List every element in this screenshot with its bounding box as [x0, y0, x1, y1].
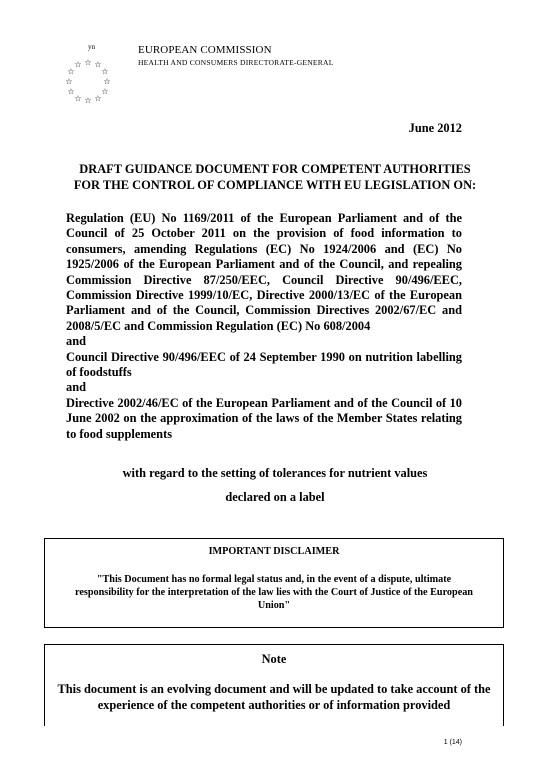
svg-text:☆: ☆ — [74, 60, 82, 69]
logo-mark: yn — [88, 43, 95, 51]
note-box — [44, 644, 504, 726]
document-title: DRAFT GUIDANCE DOCUMENT FOR COMPETENT AUTHORITIES FOR THE CONTROL OF COMPLIANCE WITH EU LEGISLATION ON: — [73, 162, 477, 192]
directive-90-496: Council Directive 90/496/EEC of 24 September 1990 on nutrition labelling of foodstuffs — [66, 349, 462, 380]
organisation-name: EUROPEAN COMMISSION — [138, 44, 272, 56]
regulation-1169-2011: Regulation (EU) No 1169/2011 of the European Parliament and of the Council of 25 October 2011 on the provision of food information to consumers, amending Regulations (EC) No 1924/2006 and (EC) No 1925/2006 of the European Parliament and of the Council, and repealing Commission Directive 87/250/EEC, Council Directive 90/496/EEC, Commission Directive 1999/10/EC, Directive 2000/13/EC of the European Parliament and of the Council, Commission Directives 2002/67/EC and 2008/5/EC and Commission Regulation (EC) No 608/2004 — [66, 211, 462, 333]
note-text: This document is an evolving document and will be updated to take account of the experience of the competent authorities or of information provided — [57, 682, 491, 712]
svg-text:☆: ☆ — [67, 67, 75, 76]
subject-line: with regard to the setting of tolerances for nutrient values — [122, 466, 428, 480]
svg-text:☆: ☆ — [84, 96, 92, 105]
and-separator: and — [66, 334, 86, 349]
disclaimer-text: "This Document has no formal legal status and, in the event of a dispute, ultimate responsibility for the interpretation of the law lies with the Court of Justice of the European Union" — [75, 574, 473, 611]
subject-line: declared on a label — [225, 490, 325, 504]
svg-text:☆: ☆ — [101, 87, 109, 96]
svg-text:☆: ☆ — [103, 77, 111, 86]
document-date: June 2012 — [408, 121, 462, 135]
note-title: Note — [261, 652, 287, 666]
directive-2002-46: Directive 2002/46/EC of the European Parliament and of the Council of 10 June 2002 on the approximation of the laws of the Member States relating to food supplements — [66, 395, 462, 441]
disclaimer-title: IMPORTANT DISCLAIMER — [208, 546, 340, 557]
svg-text:☆: ☆ — [65, 77, 73, 86]
directorate-name: HEALTH AND CONSUMERS DIRECTORATE-GENERAL — [138, 58, 334, 67]
svg-text:☆: ☆ — [94, 94, 102, 103]
svg-text:☆: ☆ — [84, 58, 92, 67]
svg-text:☆: ☆ — [67, 87, 75, 96]
eu-stars-emblem-icon — [58, 56, 118, 112]
svg-text:☆: ☆ — [101, 67, 109, 76]
svg-text:☆: ☆ — [94, 60, 102, 69]
page-number: 1 (14) — [443, 739, 462, 746]
legislation-list — [66, 211, 462, 442]
and-separator: and — [66, 380, 86, 395]
disclaimer-box — [44, 538, 504, 628]
svg-text:☆: ☆ — [74, 94, 82, 103]
